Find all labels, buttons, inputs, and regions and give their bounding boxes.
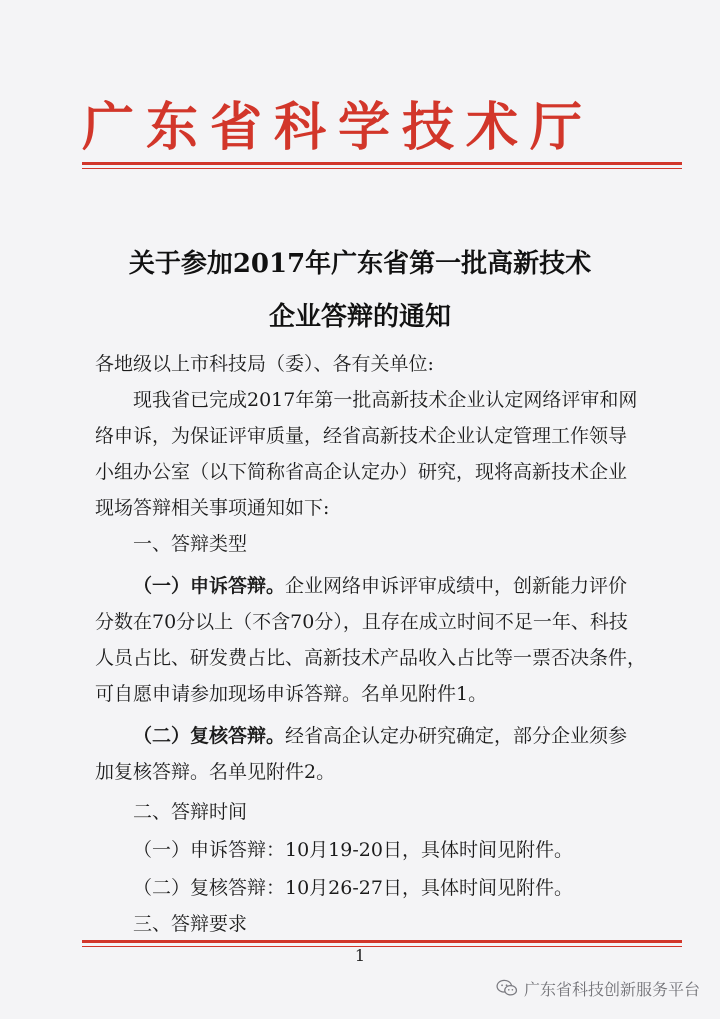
- document-title-line2: 企业答辩的通知: [268, 302, 451, 332]
- intro-line: 小组办公室（以下简称省高企认定办）研究，现将高新技术企业: [95, 461, 628, 483]
- item2-line: 加复核答辩。名单见附件2。: [95, 761, 336, 783]
- intro-line: 现场答辩相关事项通知如下:: [95, 497, 330, 519]
- item1-label: （一）申诉答辩。: [133, 575, 286, 597]
- intro-line: 现我省已完成2017年第一批高新技术企业认定网络评审和网: [133, 389, 638, 411]
- intro-line: 络申诉，为保证评审质量，经省高新技术企业认定管理工作领导: [95, 425, 628, 447]
- item2-label: （二）复核答辩。: [133, 725, 286, 747]
- item1-first-line: [95, 568, 660, 604]
- addressee: 各地级以上市科技局（委）、各有关单位:: [95, 353, 434, 375]
- watermark-text: 广东省科技创新服务平台: [523, 979, 700, 999]
- item1-line: 人员占比、研发费占比、高新技术产品收入占比等一票否决条件，: [95, 647, 647, 669]
- item2-first-line: [95, 718, 660, 754]
- time-appeal: （一）申诉答辩：10月19-20日，具体时间见附件。: [133, 839, 573, 861]
- document-title-line1: 关于参加2017年广东省第一批高新技术: [128, 249, 592, 279]
- item2-text: 经省高企认定办研究确定，部分企业须参: [285, 725, 628, 747]
- intro-paragraph: [95, 382, 660, 526]
- watermark: [496, 976, 700, 1000]
- page-number: 1: [354, 946, 366, 965]
- footer-rule-thick: [82, 940, 682, 943]
- item1-line: 可自愿申请参加现场申诉答辩。名单见附件1。: [95, 683, 488, 705]
- section1-heading: 一、答辩类型: [133, 533, 248, 555]
- item1-paragraph: [95, 568, 660, 712]
- wechat-icon: [496, 979, 518, 997]
- header-rule-thin: [82, 168, 682, 169]
- section3-heading: 三、答辩要求: [133, 913, 248, 935]
- time-review: （二）复核答辩：10月26-27日，具体时间见附件。: [133, 877, 573, 899]
- section2-heading: 二、答辩时间: [133, 801, 248, 823]
- item1-line: 分数在70分以上（不含70分），且存在成立时间不足一年、科技: [95, 611, 628, 633]
- item1-text: 企业网络申诉评审成绩中，创新能力评价: [285, 575, 628, 597]
- issuer-header: 广东省科学技术厅: [82, 97, 595, 158]
- item2-paragraph: [95, 718, 660, 790]
- header-rule-thick: [82, 162, 682, 165]
